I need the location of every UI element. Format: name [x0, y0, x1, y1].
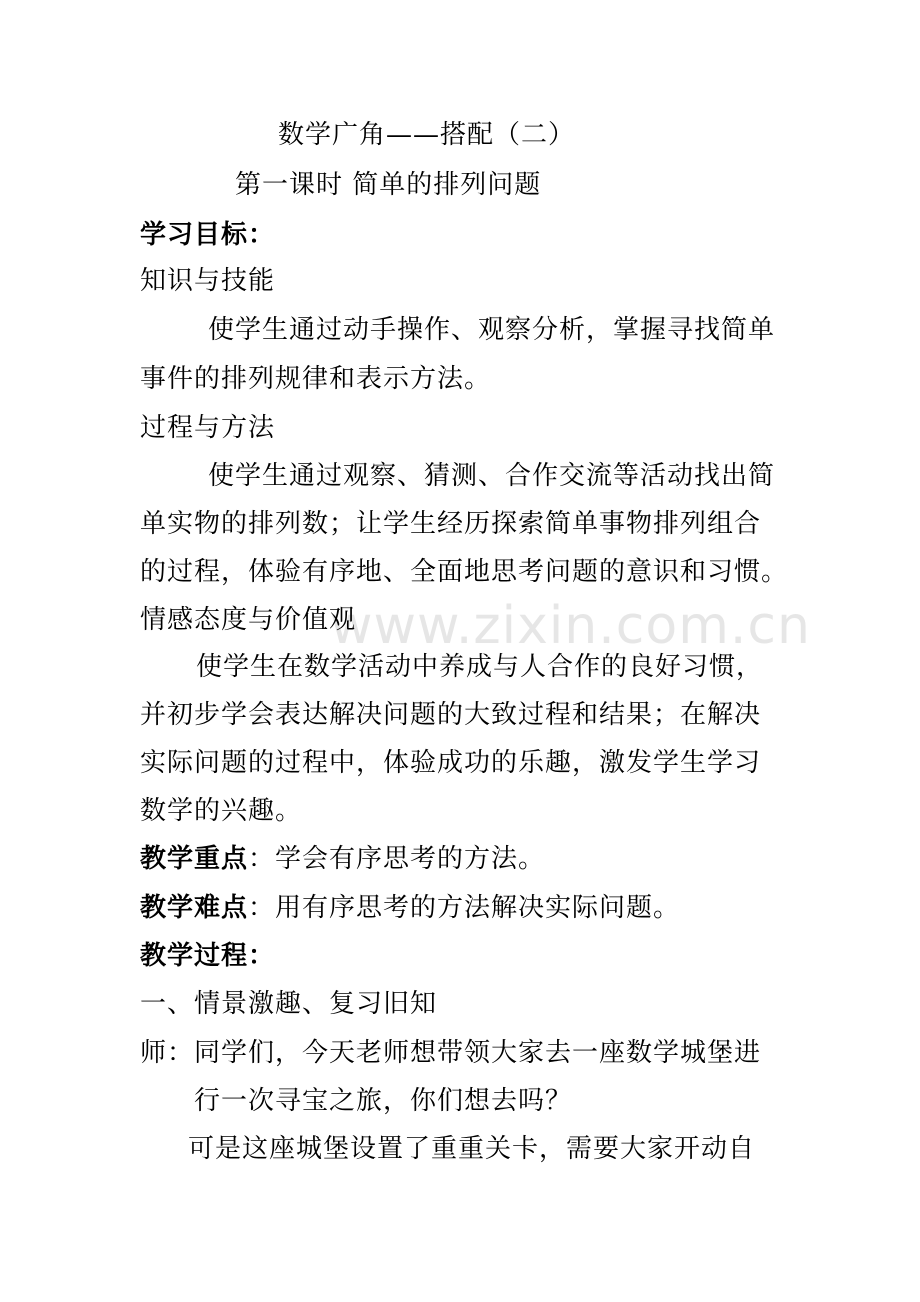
key-point	[140, 844, 545, 874]
document-subtitle: 第一课时 简单的排列问题	[235, 170, 542, 200]
difficulty-text: ：用有序思考的方法解决实际问题。	[248, 893, 681, 923]
key-point-label: 教学重点	[140, 844, 249, 874]
process-method-line: 单实物的排列数；让学生经历探索简单事物排列组合	[140, 509, 762, 539]
process-method-line: 使学生通过观察、猜测、合作交流等活动找出简	[208, 461, 776, 491]
process-method-heading: 过程与方法	[140, 413, 276, 443]
difficulty-label: 教学难点	[140, 893, 249, 923]
teaching-process-heading: 教学过程：	[140, 941, 276, 971]
teacher-line: 可是这座城堡设置了重重关卡，需要大家开动自	[188, 1134, 756, 1164]
emotion-line: 数学的兴趣。	[140, 796, 303, 826]
key-point-text: ：学会有序思考的方法。	[248, 844, 546, 874]
emotion-line: 实际问题的过程中，体验成功的乐趣，激发学生学习	[140, 748, 762, 778]
emotion-line: 并初步学会表达解决问题的大致过程和结果；在解决	[140, 700, 762, 730]
emotion-line: 使学生在数学活动中养成与人合作的良好习惯，	[196, 652, 764, 682]
difficulty-point	[140, 893, 680, 923]
emotion-heading: 情感态度与价值观	[140, 605, 357, 635]
watermark: www.zixin.com.cn	[330, 596, 811, 656]
objectives-heading: 学习目标：	[140, 220, 276, 250]
knowledge-line: 事件的排列规律和表示方法。	[140, 364, 492, 394]
teacher-line: 行一次寻宝之旅，你们想去吗？	[194, 1086, 573, 1116]
knowledge-heading: 知识与技能	[140, 266, 276, 296]
document-title: 数学广角——搭配（二）	[278, 120, 576, 150]
section-one-heading: 一、情景激趣、复习旧知	[140, 989, 438, 1019]
knowledge-line: 使学生通过动手操作、观察分析，掌握寻找简单	[208, 315, 776, 345]
process-method-line: 的过程，体验有序地、全面地思考问题的意识和习惯。	[140, 557, 789, 587]
teacher-line: 师：同学们，今天老师想带领大家去一座数学城堡进	[140, 1038, 762, 1068]
